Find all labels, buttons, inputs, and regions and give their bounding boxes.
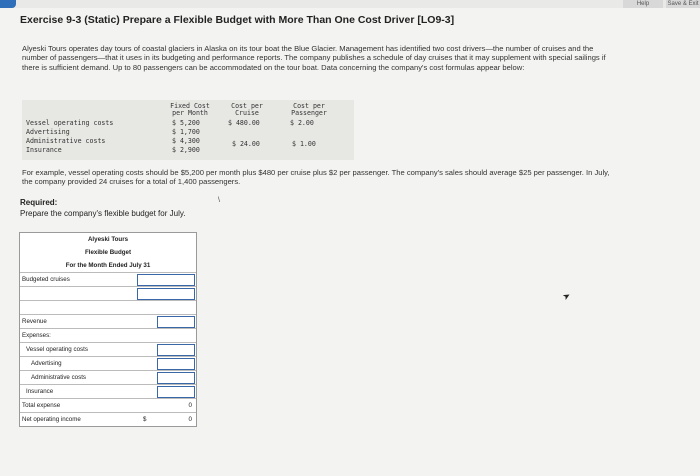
- row-label: Vessel operating costs: [26, 119, 114, 127]
- blank-row: [20, 286, 196, 300]
- fixed-cost: $ 4,300: [172, 137, 200, 145]
- required-heading: Required:: [20, 198, 58, 207]
- expenses-row: [20, 328, 196, 342]
- top-bar: [0, 0, 700, 8]
- insurance-row: [20, 384, 196, 398]
- admin-input[interactable]: [157, 372, 195, 384]
- expenses-label: Expenses:: [22, 332, 51, 339]
- budgeted-cruises-label: Budgeted cruises: [22, 276, 70, 283]
- row-label: Administrative costs: [26, 137, 106, 145]
- row-label: Insurance: [26, 146, 62, 154]
- fixed-cost: $ 5,200: [172, 119, 200, 127]
- revenue-row: [20, 314, 196, 328]
- admin-label: Administrative costs: [31, 374, 87, 381]
- cruise-cost: $ 480.00: [228, 119, 260, 127]
- exercise-title: Exercise 9-3 (Static) Prepare a Flexible Budget with More Than One Cost Driver [LO9-3]: [20, 14, 455, 26]
- insurance-input[interactable]: [157, 386, 195, 398]
- col-header-cruise-line1: Cost per: [231, 102, 263, 110]
- col-header-cruise-line2: Cruise: [235, 109, 259, 118]
- advertising-input[interactable]: [157, 358, 195, 370]
- passenger-cost: $ 1.00: [292, 140, 316, 148]
- intro-paragraph: Alyeski Tours operates day tours of coastal glaciers in Alaska on its tour boat the Blue Glacier. Management has identified two cost drivers—the number of cruises and the number of passengers—that it uses in its budgeting and performance reports. The company publishes a schedule of day cruises that it may supplement with special sailings if there is sufficient demand. Up to 80 passengers can be accommodated on the tour boat. Data concerning the company's cost formulas appear below:: [22, 44, 606, 72]
- example-paragraph: For example, vessel operating costs should be $5,200 per month plus $480 per cruise plus $2 per passenger. The company's sales should average $25 per passenger. In July, the company provided 24 cruises for a total of 1,400 passengers.: [22, 168, 610, 187]
- budgeted-cruises-input[interactable]: [137, 274, 195, 286]
- net-income-label: Net operating income: [22, 416, 81, 423]
- budgeted-cruises-row: [20, 272, 196, 286]
- col-header-passenger-line2: Passenger: [291, 109, 327, 118]
- col-header-fixed-line1: Fixed Cost: [170, 102, 210, 110]
- required-text: Prepare the company's flexible budget for July.: [20, 209, 186, 218]
- col-header-cruise: [222, 103, 272, 117]
- col-header-fixed: [162, 103, 218, 117]
- budget-period: For the Month Ended July 31: [65, 262, 151, 269]
- back-nav-button[interactable]: [0, 0, 16, 8]
- net-income-row: [20, 412, 196, 426]
- fixed-cost: $ 2,900: [172, 146, 200, 154]
- cost-formula-table: [22, 100, 354, 160]
- total-expense-value: 0: [188, 402, 192, 409]
- vessel-row: [20, 342, 196, 356]
- help-button[interactable]: Help: [623, 0, 663, 8]
- advertising-label: Advertising: [31, 360, 62, 367]
- flexible-budget-table: [19, 232, 197, 427]
- advertising-row: [20, 356, 196, 370]
- admin-row: [20, 370, 196, 384]
- total-expense-label: Total expense: [22, 402, 61, 409]
- col-header-fixed-line2: per Month: [172, 109, 208, 118]
- spacer-row: [20, 300, 196, 314]
- net-income-dollar: $: [143, 416, 147, 423]
- net-income-value: 0: [188, 416, 192, 423]
- col-header-passenger-line1: Cost per: [293, 102, 325, 110]
- mouse-cursor-icon: \: [218, 197, 220, 204]
- insurance-label: Insurance: [26, 388, 54, 395]
- total-expense-row: [20, 398, 196, 412]
- budgeted-passengers-input[interactable]: [137, 288, 195, 300]
- row-label: Advertising: [26, 128, 70, 136]
- revenue-label: Revenue: [22, 318, 47, 325]
- cruise-cost: $ 24.00: [232, 140, 260, 148]
- fixed-cost: $ 1,700: [172, 128, 200, 136]
- mouse-pointer-icon: ➤: [560, 289, 573, 303]
- col-header-passenger: [278, 103, 340, 117]
- company-name: Alyeski Tours: [87, 236, 129, 243]
- save-exit-button[interactable]: Save & Exit: [667, 1, 699, 7]
- revenue-input[interactable]: [157, 316, 195, 328]
- vessel-input[interactable]: [157, 344, 195, 356]
- vessel-label: Vessel operating costs: [26, 346, 88, 353]
- passenger-cost: $ 2.00: [290, 119, 314, 127]
- budget-title: Flexible Budget: [84, 249, 132, 256]
